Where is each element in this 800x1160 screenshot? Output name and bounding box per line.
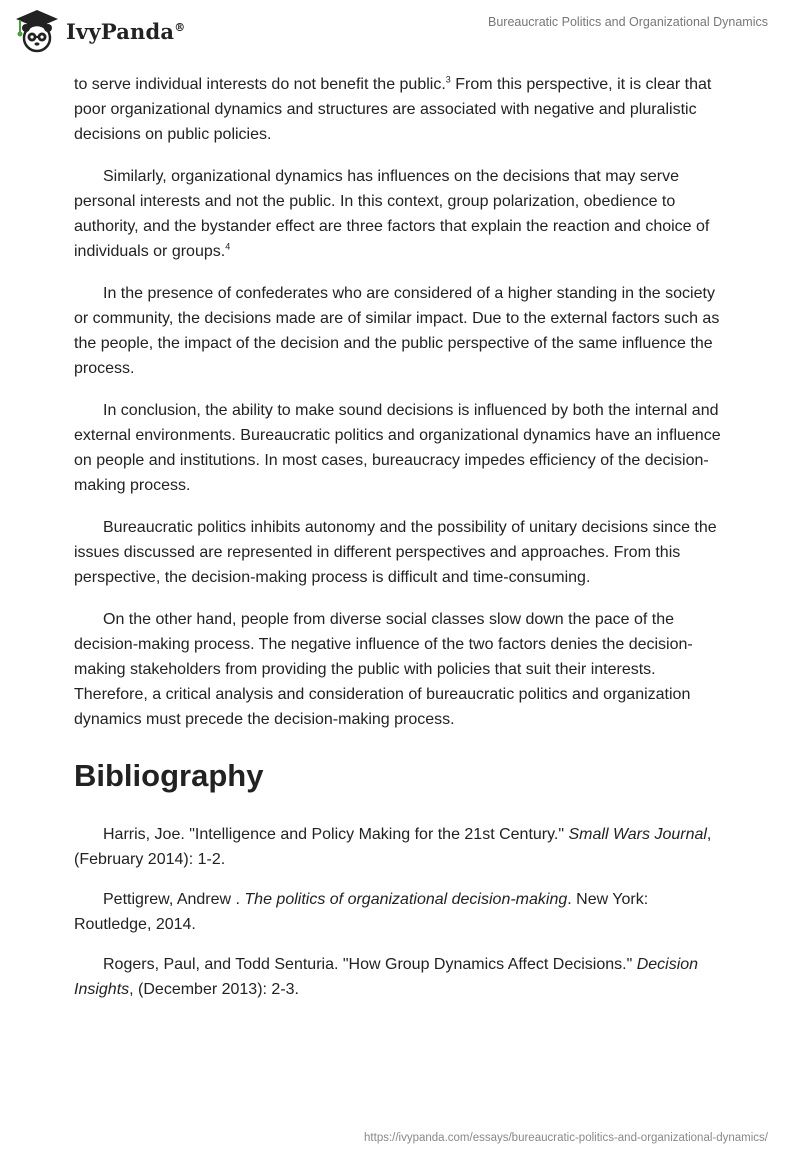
bibliography-entry: Rogers, Paul, and Todd Senturia. "How Group Dynamics Affect Decisions." Decision Insights, (December 2013): 2-3. xyxy=(74,956,699,998)
site-logo[interactable] xyxy=(14,8,185,54)
paragraph: Bureaucratic politics inhibits autonomy and the possibility of unitary decisions since the issues discussed are represented in different perspectives and approaches. From this perspective, the decision-making process is difficult and time-consuming. xyxy=(74,519,717,586)
footnote-ref[interactable]: 4 xyxy=(225,241,231,252)
page-header xyxy=(0,0,800,66)
brand-name: IvyPanda® xyxy=(66,18,186,44)
essay-content xyxy=(74,72,724,1017)
bibliography-entry: Pettigrew, Andrew . The politics of organizational decision-making. New York: Routledge, 2014. xyxy=(74,891,649,933)
paragraph: In the presence of confederates who are considered of a higher standing in the society or community, the decisions made are of similar impact. Due to the external factors such as the people, the impact of the decision and the public perspective of the same influence the process. xyxy=(74,285,720,377)
running-title: Bureaucratic Politics and Organizational Dynamics xyxy=(488,15,768,29)
bibliography-heading: Bibliography xyxy=(74,758,264,793)
paragraph: to serve individual interests do not benefit the public.$^3$ From this perspective, it is clear that poor organizational dynamics and structures are associated with negative and pluralistic decisions on public policies. xyxy=(74,74,712,143)
footnote-ref[interactable]: 3 xyxy=(445,74,451,85)
paragraph: In conclusion, the ability to make sound decisions is influenced by both the internal and external environments. Bureaucratic politics and organizational dynamics have an influence on people and institutions. In most cases, bureaucracy impedes efficiency of the decision-making process. xyxy=(74,402,721,494)
bibliography-entry: Harris, Joe. "Intelligence and Policy Making for the 21st Century." Small Wars Journal, (February 2014): 1-2. xyxy=(74,826,712,868)
source-url[interactable]: https://ivypanda.com/essays/bureaucratic-politics-and-organizational-dynamics/ xyxy=(364,1132,768,1144)
panda-graduate-icon xyxy=(14,8,60,54)
paragraph: On the other hand, people from diverse social classes slow down the pace of the decision-making process. The negative influence of the two factors denies the decision-making stakeholders from providing the public with policies that suit their interests. Therefore, a critical analysis and consideration of bureaucratic politics and organization dynamics must precede the decision-making process. xyxy=(74,611,693,728)
paragraph: Similarly, organizational dynamics has influences on the decisions that may serve personal interests and not the public. In this context, group polarization, obedience to authority, and the bystander effect are three factors that explain the reaction and choice of individuals or groups.$^4$ xyxy=(74,168,710,260)
